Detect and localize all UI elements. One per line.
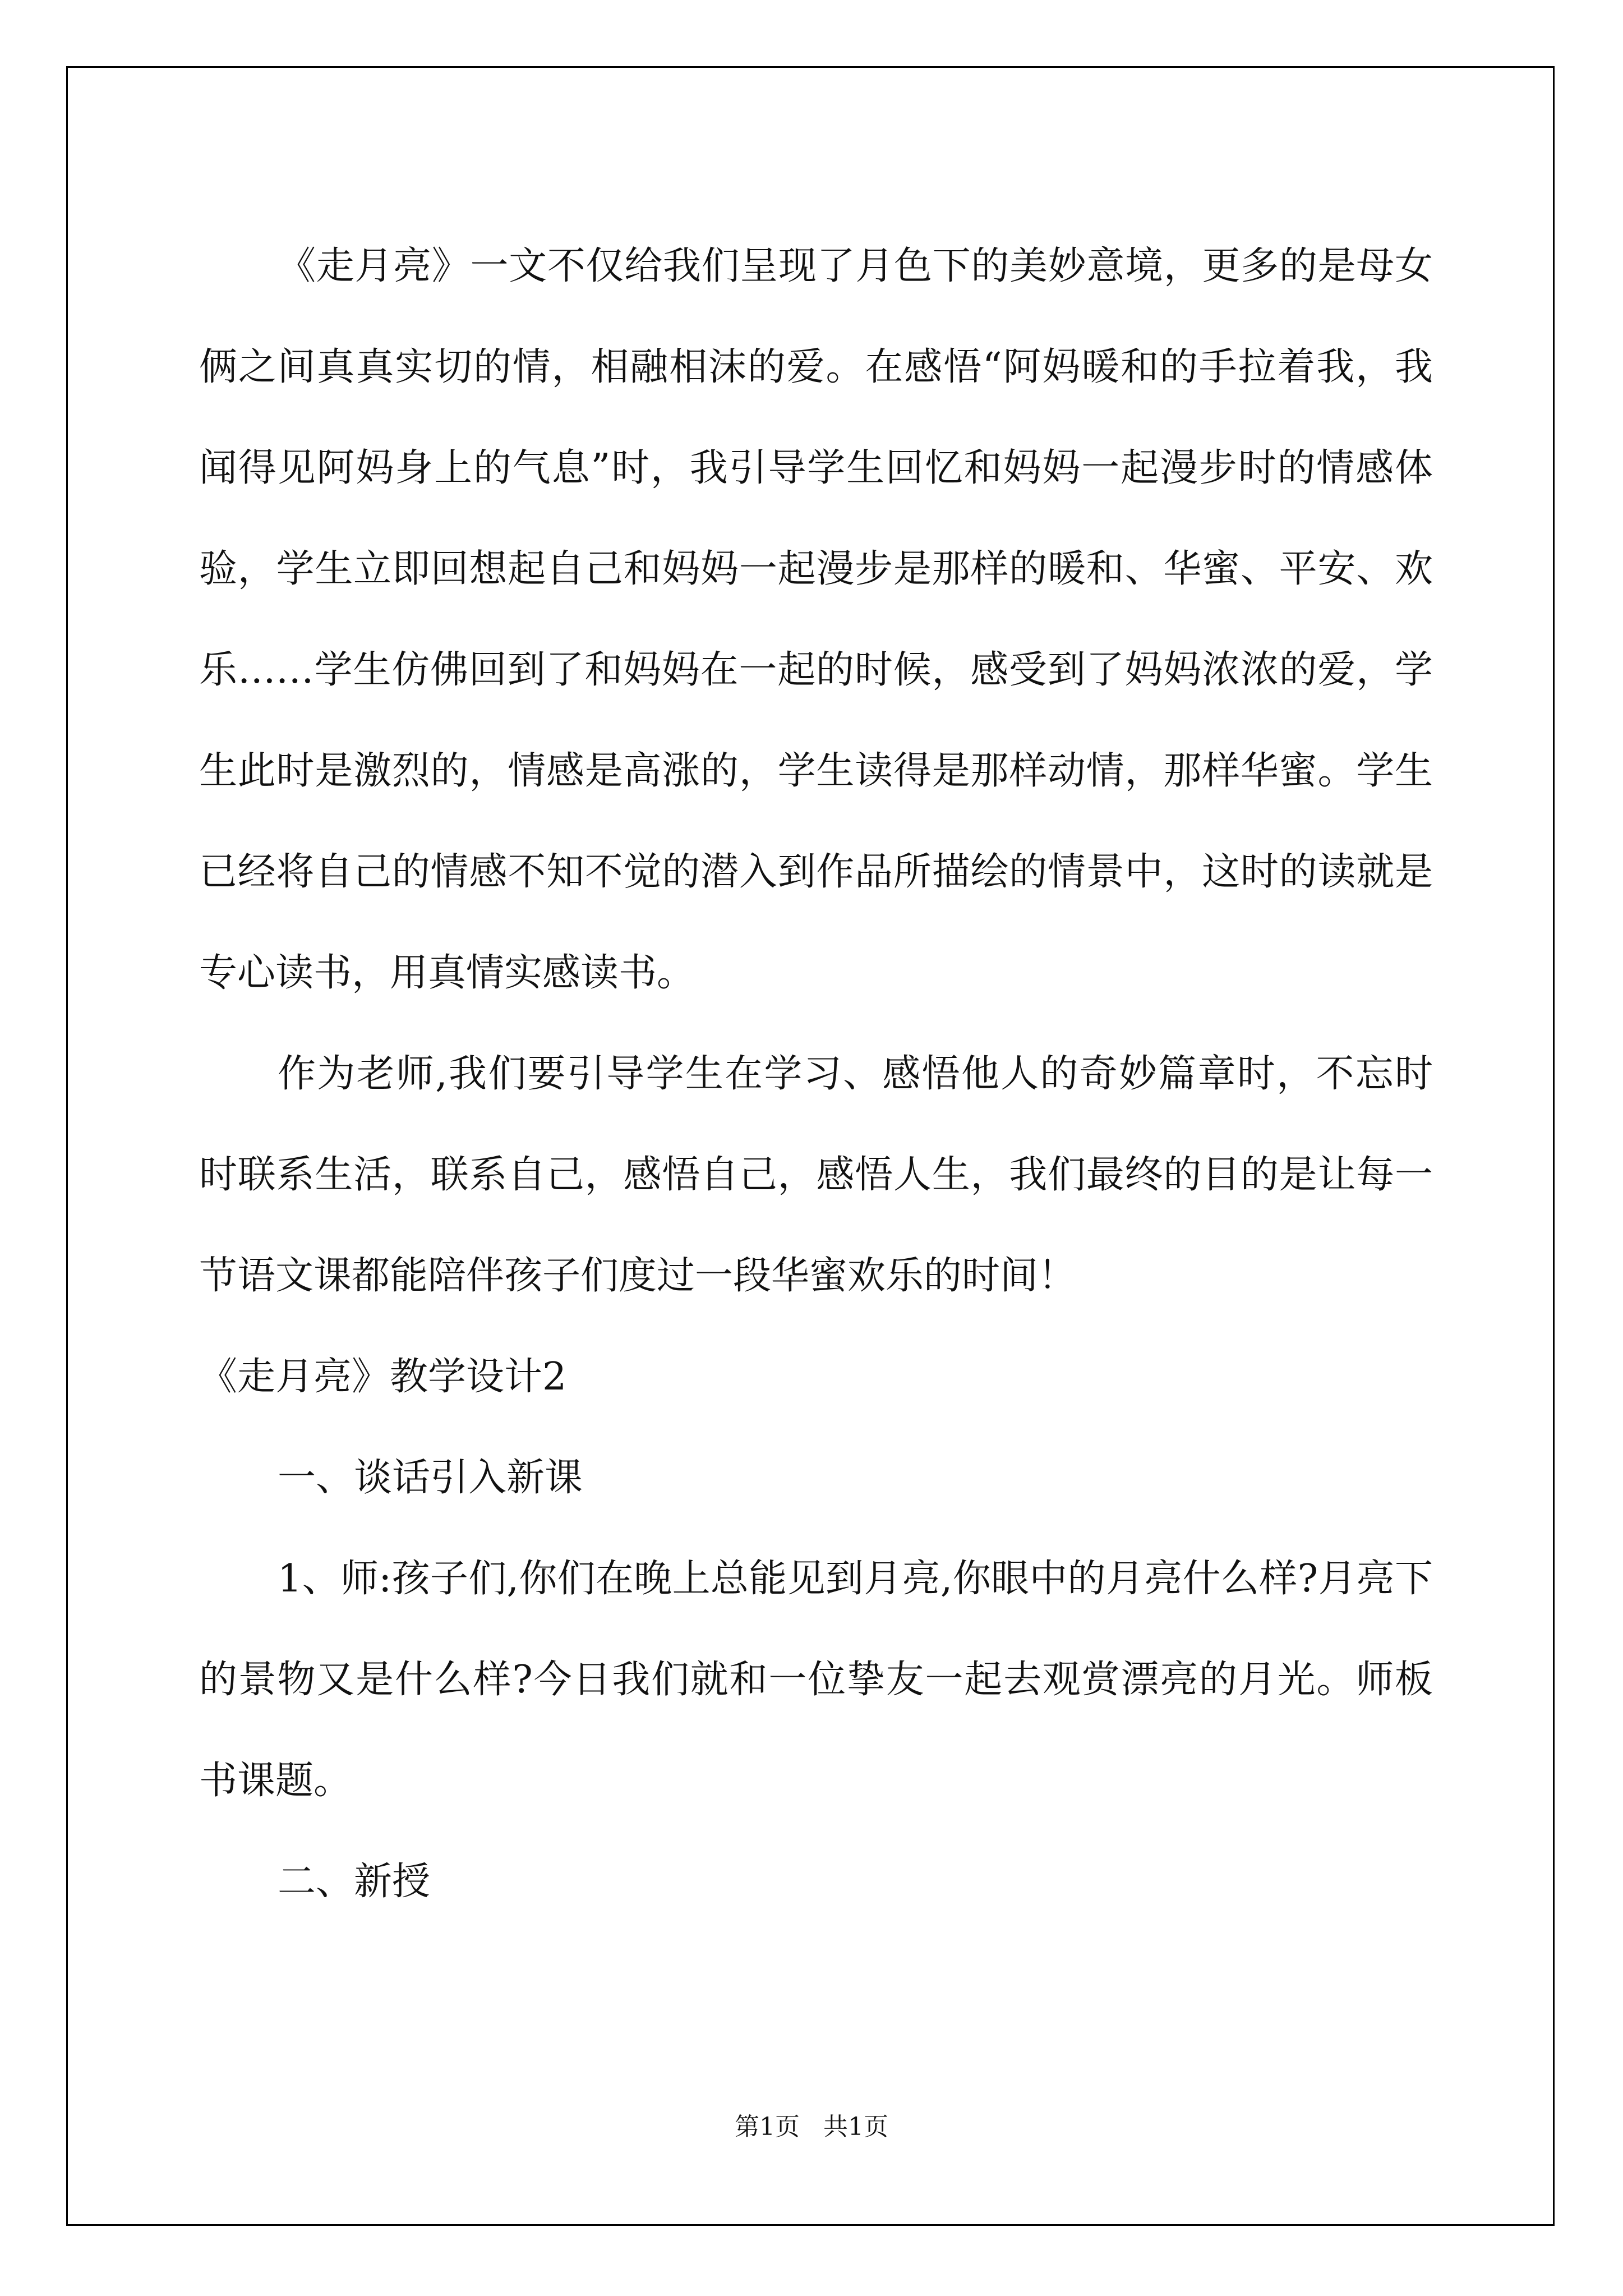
- paragraph-teacher-goal: 作为老师,我们要引导学生在学习、感悟他人的奇妙篇章时，不忘时时联系生活，联系自己，感悟自己，感悟人生，我们最终的目的是让每一节语文课都能陪伴孩子们度过一段华蜜欢乐的时间！: [199, 1052, 1433, 1298]
- paragraph-reflection: 《走月亮》一文不仅给我们呈现了月色下的美妙意境，更多的是母女俩之间真真实切的情，相融相沫的爱。在感悟“阿妈暖和的手拉着我，我闻得见阿妈身上的气息”时，我引导学生回忆和妈妈一起漫步时的情感体验，学生立即回想起自己和妈妈一起漫步是那样的暖和、华蜜、平安、欢乐……学生仿佛回到了和妈妈在一起的时候，感受到了妈妈浓浓的爱，学生此时是激烈的，情感是高涨的，学生读得是那样动情，那样华蜜。学生已经将自己的情感不知不觉的潜入到作品所描绘的情景中，这时的读就是专心读书，用真情实感读书。: [199, 244, 1433, 995]
- page-footer: [0, 2106, 1623, 2142]
- section-title: 《走月亮》教学设计2: [199, 1355, 567, 1399]
- document-body: [199, 216, 1433, 1932]
- sub-heading-new-lesson: 二、新授: [278, 1860, 431, 1904]
- page-number: 第1页: [735, 2113, 800, 2141]
- page-total: 共1页: [823, 2113, 888, 2141]
- sub-heading-intro: 一、谈话引入新课: [278, 1456, 583, 1500]
- paragraph-item-1: 1、师:孩子们,你们在晚上总能见到月亮,你眼中的月亮什么样?月亮下的景物又是什么样?今日我们就和一位挚友一起去观赏漂亮的月光。师板书课题。: [199, 1557, 1433, 1803]
